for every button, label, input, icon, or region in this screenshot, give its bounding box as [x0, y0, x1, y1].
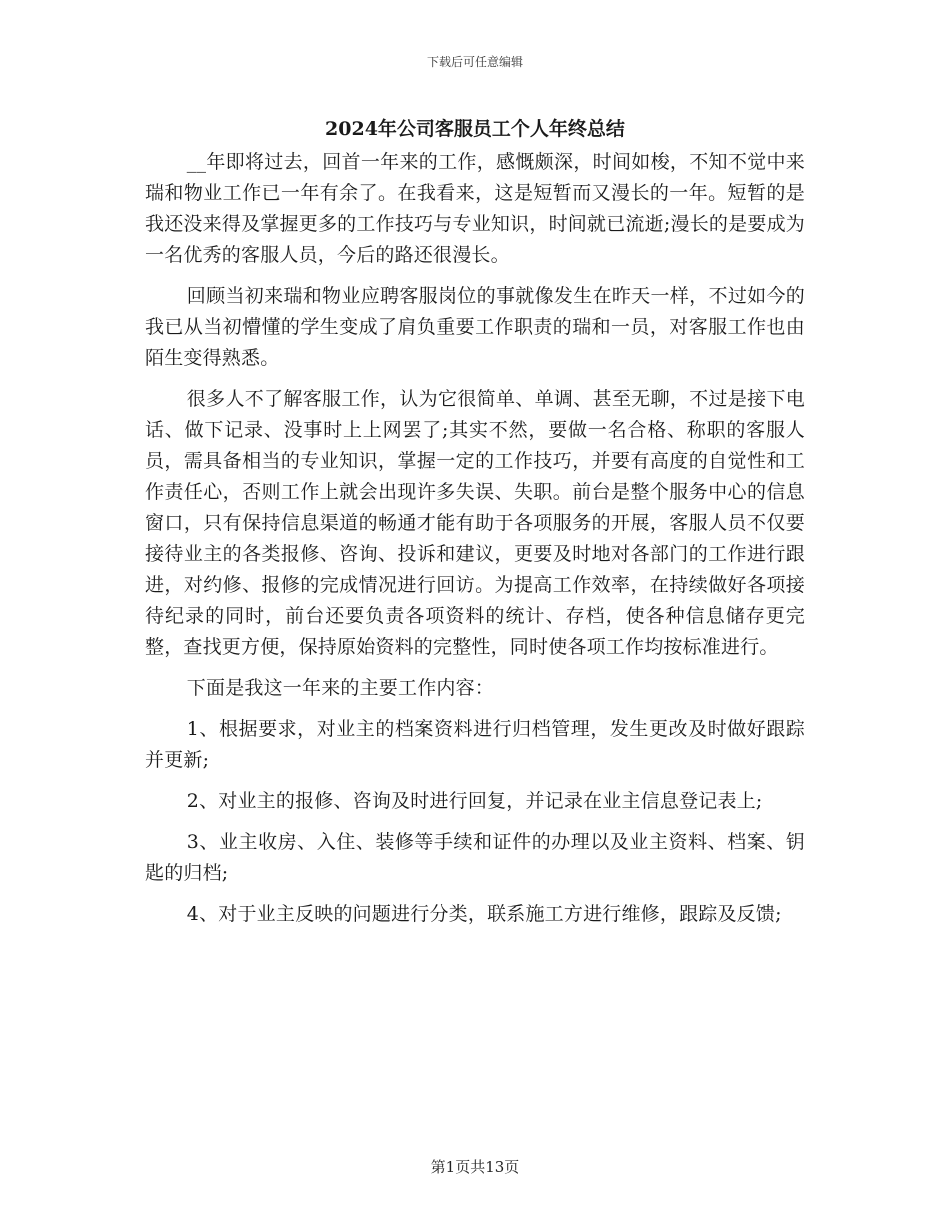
- list-item: 4、对于业主反映的问题进行分类，联系施工方进行维修，跟踪及反馈;: [186, 903, 782, 925]
- page-number: 第1页共13页: [430, 1158, 520, 1176]
- document-title: 2024年公司客服员工个人年终总结: [325, 118, 625, 140]
- page-header-note: 下载后可任意编辑: [426, 55, 523, 69]
- paragraph-intro: __年即将过去，回首一年来的工作，感慨颇深，时间如梭，不知不觉中来瑞和物业工作已一年有余了。在我看来，这是短暂而又漫长的一年。短暂的是我还没来得及掌握更多的工作技巧与专业知识，时间就已流逝;漫长的是要成为一名优秀的客服人员，今后的路还很漫长。: [145, 151, 805, 266]
- paragraph-recollection: 回顾当初来瑞和物业应聘客服岗位的事就像发生在昨天一样，不过如今的我已从当初懵懂的学生变成了肩负重要工作职责的瑞和一员，对客服工作也由陌生变得熟悉。: [145, 285, 805, 369]
- paragraph-job-description: 很多人不了解客服工作，认为它很简单、单调、甚至无聊，不过是接下电话、做下记录、没事时上上网罢了;其实不然，要做一名合格、称职的客服人员，需具备相当的专业知识，掌握一定的工作技巧，并要有高度的自觉性和工作责任心，否则工作上就会出现许多失误、失职。前台是整个服务中心的信息窗口，只有保持信息渠道的畅通才能有助于各项服务的开展，客服人员不仅要接待业主的各类报修、咨询、投诉和建议，更要及时地对各部门的工作进行跟进，对约修、报修的完成情况进行回访。为提高工作效率，在持续做好各项接待纪录的同时，前台还要负责各项资料的统计、存档，使各种信息储存更完整，查找更方便，保持原始资料的完整性，同时使各项工作均按标准进行。: [145, 388, 805, 658]
- paragraph-work-intro: 下面是我这一年来的主要工作内容：: [186, 677, 494, 699]
- list-item: 2、对业主的报修、咨询及时进行回复，并记录在业主信息登记表上;: [186, 790, 763, 812]
- list-item: 3、业主收房、入住、装修等手续和证件的办理以及业主资料、档案、钥匙的归档;: [145, 831, 805, 884]
- document-body: [145, 147, 805, 940]
- list-item: 1、根据要求，对业主的档案资料进行归档管理，发生更改及时做好跟踪并更新;: [145, 718, 805, 771]
